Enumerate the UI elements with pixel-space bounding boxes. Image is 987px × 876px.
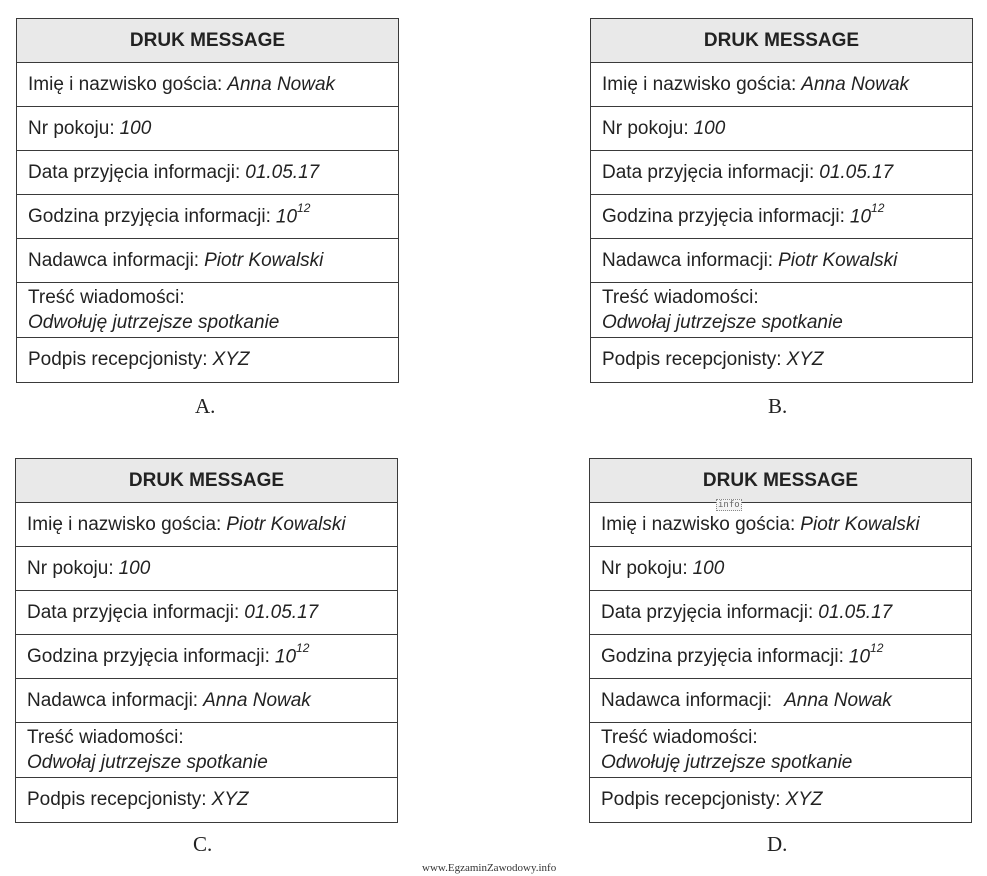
message-form-d [589, 458, 972, 823]
footer-source-text: www.EgzaminZawodowy.info [422, 862, 557, 874]
form-header: DRUK MESSAGE [591, 19, 972, 63]
message-form-b [590, 18, 973, 383]
sender-row: Nadawca informacji: Anna Nowak [590, 679, 971, 723]
message-form-c [15, 458, 398, 823]
receptionist-signature-row: Podpis recepcjonisty: XYZ [602, 349, 824, 370]
receptionist-signature-row: Podpis recepcjonisty: XYZ [27, 789, 249, 810]
time-row: Godzina przyjęcia informacji: $10^{12}$ [16, 635, 397, 679]
guest-name-row: Imię i nazwisko gościa: Piotr Kowalski [590, 503, 971, 547]
date-row: Data przyjęcia informacji: 01.05.17 [16, 591, 397, 635]
room-number-row: Nr pokoju: 100 [16, 547, 397, 591]
message-content-row: Treść wiadomości: Odwołuję jutrzejsze spotkanie [17, 283, 398, 338]
date-row: Data przyjęcia informacji: 01.05.17 [590, 591, 971, 635]
date-row: Data przyjęcia informacji: 01.05.17 [17, 151, 398, 195]
guest-name-row: Imię i nazwisko gościa: Anna Nowak [591, 63, 972, 107]
option-caption-d: D. [767, 832, 788, 856]
room-number-row: Nr pokoju: 100 [590, 547, 971, 591]
receptionist-signature-row: Podpis recepcjonisty: XYZ [28, 349, 250, 370]
receptionist-signature-row: Podpis recepcjonisty: XYZ [601, 789, 823, 810]
form-header: DRUK MESSAGE [17, 19, 398, 63]
message-content-row: Treść wiadomości: Odwołaj jutrzejsze spotkanie [591, 283, 972, 338]
option-caption-b: B. [768, 394, 788, 418]
guest-name-row: Imię i nazwisko gościa: Anna Nowak [17, 63, 398, 107]
date-row: Data przyjęcia informacji: 01.05.17 [591, 151, 972, 195]
sender-row: Nadawca informacji: Anna Nowak [16, 679, 397, 723]
time-row: Godzina przyjęcia informacji: $10^{12}$ [17, 195, 398, 239]
message-content-row: Treść wiadomości: Odwołaj jutrzejsze spotkanie [16, 723, 397, 778]
room-number-row: Nr pokoju: 100 [17, 107, 398, 151]
room-number-row: Nr pokoju: 100 [591, 107, 972, 151]
sender-row: Nadawca informacji: Piotr Kowalski [17, 239, 398, 283]
option-caption-a: A. [195, 394, 216, 418]
time-row: Godzina przyjęcia informacji: $10^{12}$ [590, 635, 971, 679]
form-header: DRUK MESSAGE [16, 459, 397, 503]
sender-row: Nadawca informacji: Piotr Kowalski [591, 239, 972, 283]
guest-name-row: Imię i nazwisko gościa: Piotr Kowalski [16, 503, 397, 547]
option-caption-c: C. [193, 832, 213, 856]
message-form-a [16, 18, 399, 383]
watermark-stamp: info [718, 500, 740, 510]
time-row: Godzina przyjęcia informacji: $10^{12}$ [591, 195, 972, 239]
form-header: DRUK MESSAGE [590, 459, 971, 503]
message-content-row: Treść wiadomości: Odwołuję jutrzejsze spotkanie [590, 723, 971, 778]
